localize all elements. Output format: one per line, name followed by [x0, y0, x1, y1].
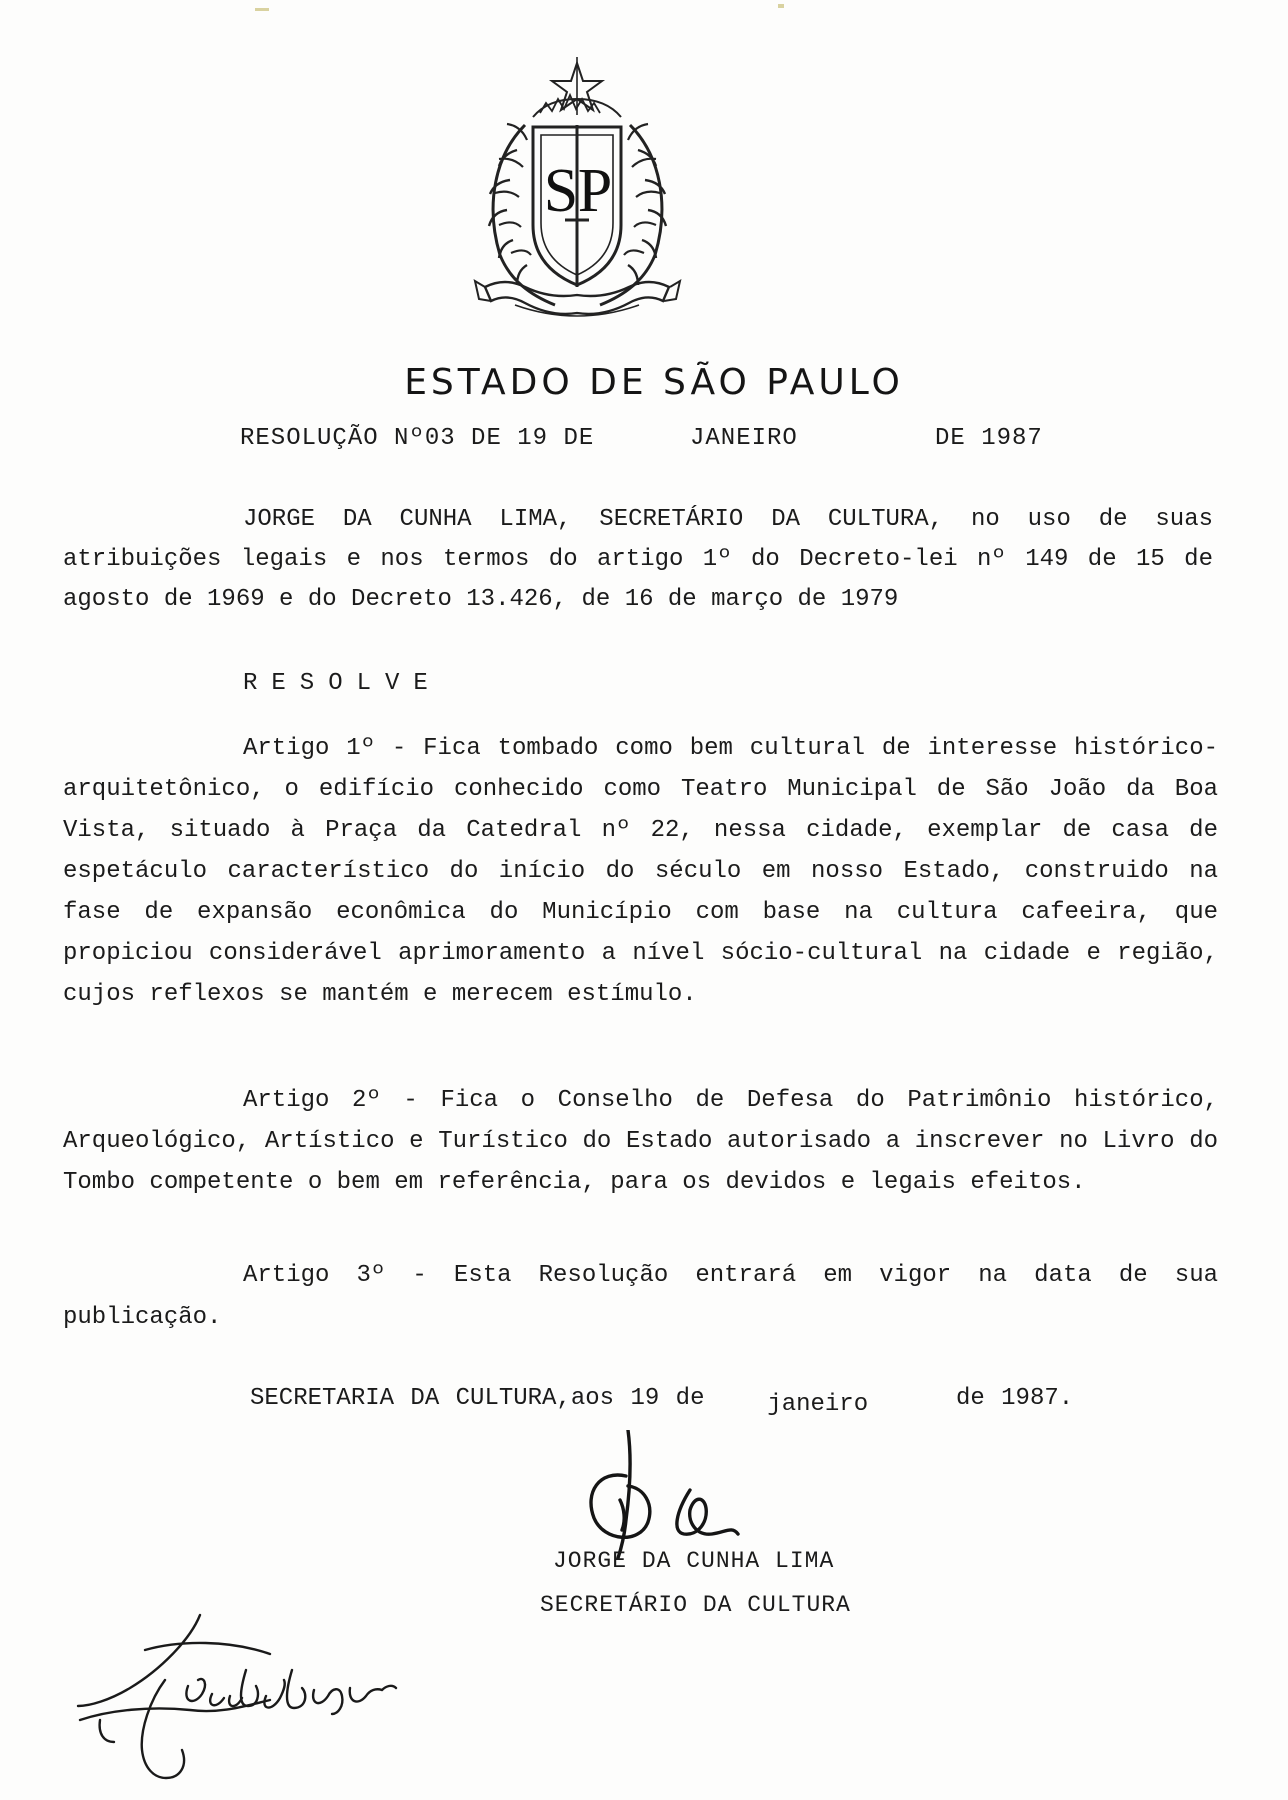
- signatory-title: SECRETÁRIO DA CULTURA: [540, 1592, 851, 1618]
- article-2: Artigo 2º - Fica o Conselho de Defesa do Patrimônio histórico, Arqueológico, Artístico e Turístico do Estado autorisado a inscrever no Livro do Tombo competente o bem em referência, para os devidos e legais efeitos.: [63, 1087, 1218, 1196]
- sao-paulo-coat-of-arms-icon: [455, 55, 700, 330]
- state-heading: ESTADO DE SÃO PAULO: [404, 362, 904, 403]
- intro-paragraph: JORGE DA CUNHA LIMA, SECRETÁRIO DA CULTURA, no uso de suas atribuições legais e nos termos do artigo 1º do Decreto-lei nº 149 de 15 de agosto de 1969 e do Decreto 13.426, de 16 de março de 1979: [63, 506, 1213, 613]
- crest-monogram-p: P: [577, 157, 613, 225]
- scan-speck: [778, 4, 784, 8]
- closing-year: de 1987.: [955, 1385, 1074, 1412]
- resolve-heading: RESOLVE: [243, 670, 442, 697]
- signatory-name: JORGE DA CUNHA LIMA: [553, 1548, 835, 1574]
- article-2-block: [63, 1080, 1218, 1203]
- crest-monogram-s: S: [543, 157, 579, 225]
- closing-dateline: [250, 1385, 1074, 1418]
- resolution-month: JANEIRO: [690, 425, 798, 452]
- article-1: Artigo 1º - Fica tombado como bem cultural de interesse histórico-arquitetônico, o edifício conhecido como Teatro Municipal de São João da Boa Vista, situado à Praça da Catedral nº 22, nessa cidade, exemplar de casa de espetáculo característico do início do século em nosso Estado, construido na fase de expansão econômica do Município com base na cultura cafeeira, que propiciou considerável aprimoramento a nível sócio-cultural na cidade e região, cujos reflexos se mantém e merecem estímulo.: [63, 735, 1218, 1008]
- closing-month: janeiro: [767, 1391, 869, 1418]
- resolution-year: DE 1987: [935, 425, 1043, 452]
- resolution-number: RESOLUÇÃO Nº03 DE 19 DE: [240, 425, 595, 452]
- secretary-signature-icon: [580, 1430, 810, 1560]
- article-3-block: [63, 1255, 1218, 1339]
- scan-speck: [255, 8, 269, 11]
- article-3: Artigo 3º - Esta Resolução entrará em vigor na data de sua publicação.: [63, 1262, 1218, 1331]
- intro-block: [63, 500, 1213, 620]
- handwritten-initials-icon: [70, 1610, 400, 1785]
- article-1-block: [63, 728, 1218, 1015]
- closing-place: SECRETARIA DA CULTURA,aos 19 de: [250, 1385, 705, 1412]
